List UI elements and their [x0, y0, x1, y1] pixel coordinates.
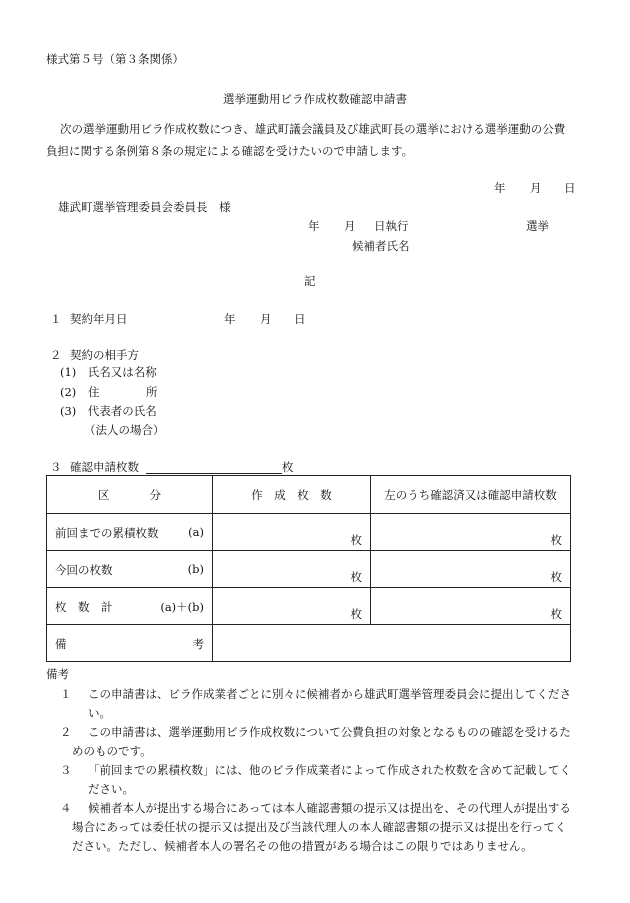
note-line: 場合にあっては委任状の提示又は提出及び当該代理人の本人確認書類の提示又は提出を行ってく — [72, 820, 567, 834]
intro-line-1: 次の選挙運動用ビラ作成枚数につき、雄武町議会議員及び雄武町長の選挙における選挙運動の公費 — [60, 122, 566, 136]
made-count-field-current[interactable] — [213, 551, 371, 588]
note-item — [60, 685, 620, 723]
unit-label: 枚 — [550, 533, 562, 547]
item3-unit: 枚 — [282, 460, 294, 474]
note-item — [60, 799, 620, 856]
item2-sub2-b: 所 — [146, 385, 158, 399]
confirmed-count-field-previous[interactable] — [371, 514, 571, 551]
note-line: 候補者本人が提出する場合にあっては本人確認書類の提示又は提出を、その代理人が提出する — [88, 801, 571, 815]
notes-title: 備考 — [46, 667, 69, 681]
note-number: ２ — [60, 725, 72, 739]
table-row — [47, 514, 571, 551]
unit-label: 枚 — [550, 607, 562, 621]
note-number: ３ — [60, 763, 72, 777]
row-label: 今回の枚数 — [55, 563, 113, 577]
note-line: ださい。 — [88, 782, 134, 796]
election-type: 選挙 — [526, 219, 549, 233]
document-title: 選挙運動用ビラ作成枚数確認申請書 — [223, 92, 407, 106]
item1-month: 月 — [260, 312, 272, 326]
item2-sub2-a: 住 — [88, 385, 100, 399]
item1-number: １ — [50, 312, 62, 326]
item1-year: 年 — [224, 312, 236, 326]
note-line: ださい。ただし、候補者本人の署名その他の措置がある場合はこの限りではありません。 — [72, 839, 533, 853]
note-line: めのものです。 — [72, 744, 152, 758]
item2-label: 契約の相手方 — [70, 348, 139, 362]
table-header-row — [47, 476, 571, 514]
table-row — [47, 551, 571, 588]
election-day: 日執行 — [374, 219, 409, 233]
note-line: この申請書は、ビラ作成業者ごとに別々に候補者から雄武町選挙管理委員会に提出してくださ — [88, 687, 571, 701]
count-table — [46, 475, 571, 662]
form-reference: 様式第５号（第３条関係） — [46, 52, 184, 66]
remarks-label-a: 備 — [55, 637, 67, 651]
table-row-remarks — [47, 625, 571, 662]
item2-sub1: (1) 氏名又は名称 — [60, 365, 157, 379]
unit-label: 枚 — [550, 570, 562, 584]
header-kubun-b: 分 — [149, 487, 161, 502]
item3-underline — [146, 460, 282, 474]
addressee: 雄武町選挙管理委員会委員長 様 — [58, 200, 231, 214]
note-item — [60, 761, 620, 799]
item3-label: 確認申請枚数 — [70, 460, 139, 474]
remarks-field[interactable] — [213, 625, 571, 662]
item3-number: ３ — [50, 460, 62, 474]
note-line: い。 — [88, 706, 111, 720]
note-number: １ — [60, 687, 72, 701]
election-month: 月 — [344, 219, 356, 233]
row-sub: (b) — [187, 562, 204, 576]
row-label: 前回までの累積枚数 — [55, 526, 159, 540]
unit-label: 枚 — [350, 607, 362, 621]
row-sub: (a) — [188, 525, 204, 539]
note-number: ４ — [60, 801, 72, 815]
confirmed-count-field-current[interactable] — [371, 551, 571, 588]
item1-label: 契約年月日 — [70, 312, 128, 326]
made-count-field-previous[interactable] — [213, 514, 371, 551]
date-month: 月 — [530, 181, 542, 195]
item2-sub3: (3) 代表者の氏名 — [60, 404, 157, 418]
confirmed-count-field-total[interactable] — [371, 588, 571, 625]
header-kubun — [47, 476, 213, 514]
header-confirmed: 左のうち確認済又は確認申請枚数 — [371, 476, 571, 514]
candidate-name-label: 候補者氏名 — [352, 239, 410, 253]
table-row — [47, 588, 571, 625]
item2-number: ２ — [50, 348, 62, 362]
election-year: 年 — [308, 219, 320, 233]
note-item — [60, 723, 620, 761]
made-count-field-total[interactable] — [213, 588, 371, 625]
item2-sub3-note: （法人の場合） — [84, 423, 165, 437]
intro-line-2: 負担に関する条例第８条の規定による確認を受けたいので申請します。 — [46, 144, 414, 158]
date-day: 日 — [564, 181, 576, 195]
ki-mark: 記 — [304, 274, 316, 288]
item2-sub2-number: (2) — [60, 385, 77, 399]
note-line: この申請書は、選挙運動用ビラ作成枚数について公費負担の対象となるものの確認を受けるた — [88, 725, 571, 739]
date-year: 年 — [494, 181, 506, 195]
header-kubun-a: 区 — [98, 487, 110, 502]
unit-label: 枚 — [350, 570, 362, 584]
row-sub: (a)＋(b) — [160, 600, 204, 614]
row-label: 枚 数 計 — [55, 600, 113, 614]
note-line: 「前回までの累積枚数」には、他のビラ作成業者によって作成された枚数を含めて記載してく — [88, 763, 571, 777]
header-made: 作 成 枚 数 — [213, 476, 371, 514]
unit-label: 枚 — [350, 533, 362, 547]
remarks-label-b: 考 — [192, 637, 204, 651]
item1-day: 日 — [294, 312, 306, 326]
